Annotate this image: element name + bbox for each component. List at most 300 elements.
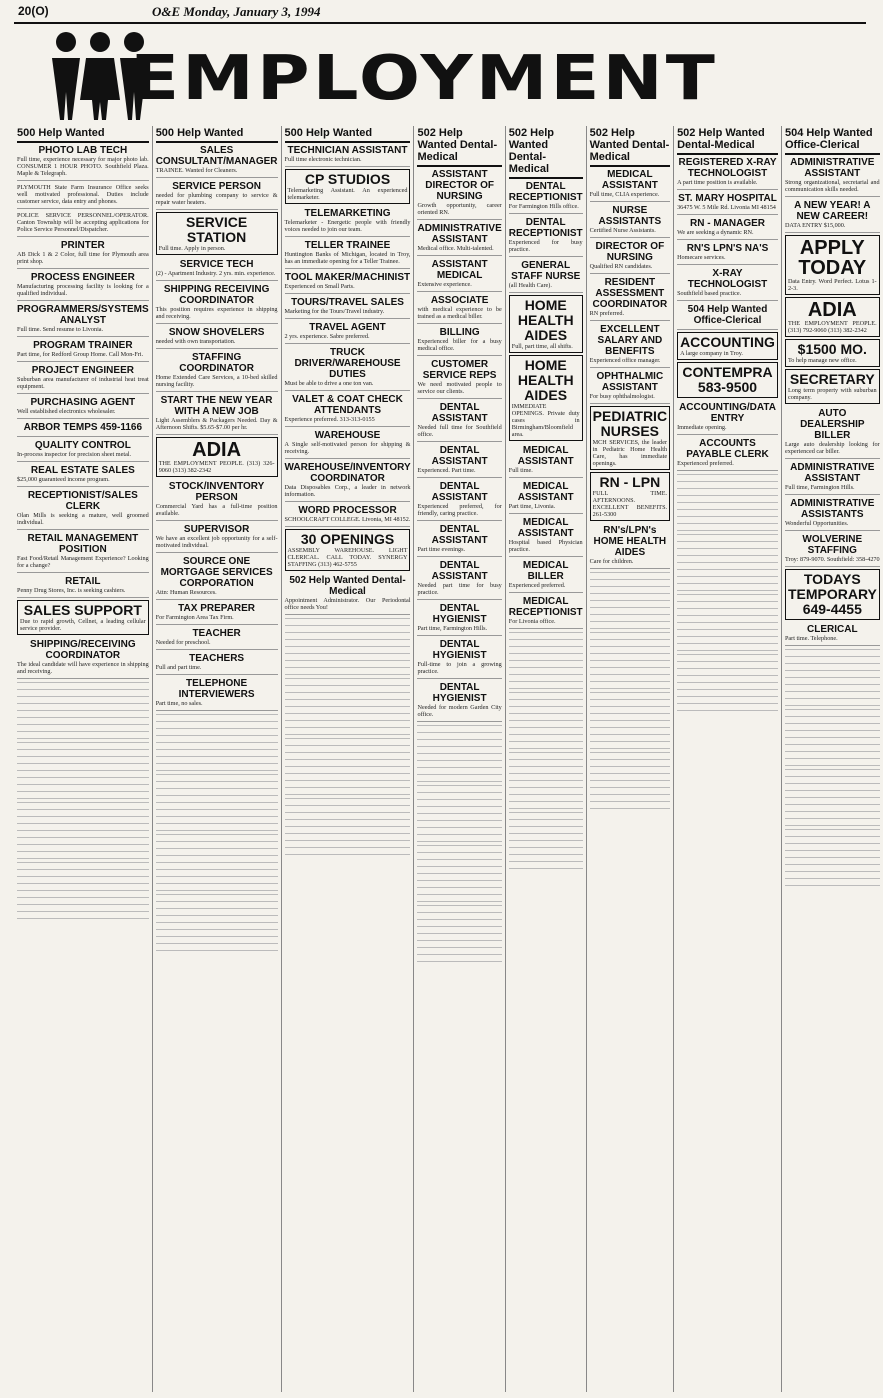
ad-headline: SERVICE STATION xyxy=(186,214,248,245)
fine-print-filler xyxy=(509,690,583,750)
ad-body: This position requires experience in shipping and receiving. xyxy=(155,306,278,320)
ad-headline: WOLVERINE STAFFING xyxy=(802,534,863,556)
ad-body: Long term property with suburban company. xyxy=(787,387,877,401)
ad-headline: STAFFING COORDINATOR xyxy=(179,352,254,374)
ad-headline: 502 Help Wanted Dental-Medical xyxy=(289,575,406,597)
ad-body: $25,000 guaranteed income program. xyxy=(17,476,110,483)
classified-ad xyxy=(156,676,278,711)
ad-headline: MEDICAL ASSISTANT xyxy=(601,169,658,191)
ad-headline: NURSE ASSISTANTS xyxy=(598,205,662,227)
ad-headline: RN - MANAGER xyxy=(690,218,765,229)
fine-print-filler xyxy=(17,860,149,920)
ad-body: Attn: Human Resources. xyxy=(155,589,217,596)
ad-body: We are seeking a dynamic RN. xyxy=(677,229,754,236)
classified-ad xyxy=(677,216,778,240)
section-title: EMPLOYMENT xyxy=(130,42,718,114)
classified-ad xyxy=(590,472,670,521)
ad-body: Full time, Farmington Hills. xyxy=(784,484,855,491)
fine-print-filler xyxy=(156,712,278,772)
classified-ad xyxy=(590,369,670,404)
fine-print-filler xyxy=(785,767,880,827)
ad-body: Full-time to join a growing practice. xyxy=(417,661,502,675)
classified-ad xyxy=(156,143,278,178)
ad-headline: SERVICE PERSON xyxy=(172,181,261,192)
classified-ad xyxy=(156,325,278,349)
publication-dateline: O&E Monday, January 3, 1994 xyxy=(152,4,321,19)
classified-ad xyxy=(785,369,880,404)
classified-ad xyxy=(417,167,501,220)
ad-headline: 504 Help Wanted Office-Clerical xyxy=(687,304,768,326)
ad-headline: TOOL MAKER/MACHINIST xyxy=(284,272,411,283)
classified-ad xyxy=(17,363,149,394)
ad-body: Full time, CLIA experience. xyxy=(589,191,660,198)
classified-ad xyxy=(17,488,149,530)
ad-body: Experience preferred. 313-313-0155 xyxy=(284,416,375,423)
fine-print-filler xyxy=(785,707,880,767)
ad-body: 36475 W. 5 Mile Rd. Livonia MI 48154 xyxy=(677,204,776,211)
ad-body: THE EMPLOYMENT PEOPLE. (313) 326-9060 (313) 382-2342 xyxy=(158,460,275,474)
ad-headline: SUPERVISOR xyxy=(183,524,250,535)
classified-ad xyxy=(156,282,278,324)
classified-ad xyxy=(509,558,583,593)
ad-headline: WAREHOUSE/INVENTORY COORDINATOR xyxy=(284,462,411,484)
ad-body: IMMEDIATE OPENINGS. Private duty cases in Birmingham/Bloomfield area. xyxy=(511,403,580,438)
ad-headline: SHIPPING RECEIVING COORDINATOR xyxy=(163,284,270,306)
classified-column xyxy=(673,126,781,1392)
fine-print-filler xyxy=(17,740,149,800)
ad-headline: DENTAL ASSISTANT xyxy=(431,560,488,582)
ad-headline: ACCOUNTING xyxy=(680,334,775,350)
classified-ad xyxy=(156,393,278,435)
ad-body: Part time, no sales. xyxy=(155,700,203,707)
fine-print-filler xyxy=(17,800,149,860)
classified-ad xyxy=(509,179,583,214)
fine-print-filler xyxy=(590,630,670,690)
column-heading: 502 Help Wanted Dental-Medical xyxy=(509,126,583,179)
ad-body: 2 yrs. experience. Sabre preferred. xyxy=(284,333,370,340)
ad-headline: DENTAL ASSISTANT xyxy=(431,481,488,503)
ad-headline: STOCK/INVENTORY PERSON xyxy=(168,481,265,503)
ad-body: Experienced biller for a busy medical office. xyxy=(417,338,502,352)
ad-body: Troy: 879-9070. Southfield: 358-4270 xyxy=(784,556,880,563)
ad-body: Needed for modern Garden City office. xyxy=(417,704,502,718)
ad-body: POLICE SERVICE PERSONNEL/OPERATOR. Canton Township will be accepting applications for Police Service Personnel/Dispatcher. xyxy=(17,212,149,233)
ad-body: Part time, Livonia. xyxy=(508,503,556,510)
classified-ad xyxy=(17,210,149,237)
ad-body: Full time, experience necessary for major photo lab. CONSUMER 1 HOUR PHOTO. Southfield Plaza. Maple & Telegraph. xyxy=(17,156,149,177)
ad-headline: ADMINISTRATIVE ASSISTANT xyxy=(417,223,502,245)
fine-print-filler xyxy=(509,810,583,870)
ad-body: For Livonia office. xyxy=(508,618,556,625)
ad-body: Telemarketing Assistant. An experienced telemarketer. xyxy=(287,187,408,201)
ad-headline: TECHNICIAN ASSISTANT xyxy=(287,145,408,156)
ad-body: Southfield based practice. xyxy=(677,290,742,297)
ad-body: Full, part time, all shifts. xyxy=(511,343,573,350)
ad-body: A part time position is available. xyxy=(677,179,758,186)
classified-ad xyxy=(590,322,670,368)
classified-ad xyxy=(17,531,149,573)
column-heading: 500 Help Wanted xyxy=(285,126,411,143)
fine-print-filler xyxy=(156,892,278,952)
ad-headline: DENTAL HYGIENIST xyxy=(432,603,487,625)
fine-print-filler xyxy=(509,750,583,810)
ad-body: In-process inspector for precision sheet metal. xyxy=(17,451,132,458)
ad-body: MCH SERVICES, the leader in Pediatric Home Health Care, has immediate openings. xyxy=(592,439,668,467)
classified-ad xyxy=(285,573,411,615)
page-header xyxy=(14,2,866,24)
classified-ad xyxy=(417,221,501,256)
fine-print-filler xyxy=(417,903,501,963)
ad-body: Appointment Administrator. Our Periodontal office needs You! xyxy=(284,597,411,611)
ad-headline: ADMINISTRATIVE ASSISTANT xyxy=(790,462,875,484)
classified-ad xyxy=(677,332,778,360)
ad-body: Medical office. Multi-talented. xyxy=(417,245,494,252)
classified-ad xyxy=(156,212,278,255)
ad-headline: SNOW SHOVELERS xyxy=(168,327,265,338)
classified-ad xyxy=(285,295,411,319)
classified-ad xyxy=(785,339,880,367)
ad-body: For Farmington Hills office. xyxy=(508,203,579,210)
ad-body: (all Health Care). xyxy=(508,282,552,289)
classified-ad xyxy=(285,169,411,204)
fine-print-filler xyxy=(17,680,149,740)
ad-headline: PHOTO LAB TECH xyxy=(38,145,128,156)
ad-headline: TRAVEL AGENT xyxy=(309,322,386,333)
ad-body: ASSEMBLY WAREHOUSE. LIGHT CLERICAL. CALL TODAY. SYNERGY STAFFING (313) 462-5755 xyxy=(287,547,408,568)
classified-column xyxy=(413,126,504,1392)
classified-ad xyxy=(509,515,583,557)
classified-ad xyxy=(156,626,278,650)
classified-ad xyxy=(509,479,583,514)
ad-headline: RETAIL MANAGEMENT POSITION xyxy=(27,533,139,555)
classified-ad xyxy=(590,203,670,238)
classified-ad xyxy=(590,523,670,569)
ad-body: Commercial Yard has a full-time position available. xyxy=(155,503,278,517)
ad-headline: SHIPPING/RECEIVING COORDINATOR xyxy=(30,639,136,661)
classified-ad xyxy=(417,479,501,521)
ad-body: Full time. Send resume to Livonia. xyxy=(17,326,104,333)
classified-ad xyxy=(677,266,778,301)
classified-ad xyxy=(17,143,149,181)
ad-body: Immediate opening. xyxy=(677,424,727,431)
ad-headline: REAL ESTATE SALES xyxy=(30,465,135,476)
ad-headline: MEDICAL ASSISTANT xyxy=(517,517,574,539)
classified-ad xyxy=(785,622,880,646)
ad-body: For Farmington Area Tax Firm. xyxy=(155,614,234,621)
classified-ad xyxy=(417,257,501,292)
ad-headline: VALET & COAT CHECK ATTENDANTS xyxy=(292,394,403,416)
fine-print-filler xyxy=(156,832,278,892)
ad-headline: MEDICAL ASSISTANT xyxy=(517,445,574,467)
ad-headline: RETAIL xyxy=(65,576,101,587)
ad-body: Suburban area manufacturer of industrial heat treat equipment. xyxy=(17,376,149,390)
ad-body: Strong organizational, secretarial and communication skills needed. xyxy=(784,179,880,193)
ad-body: Hospital based Physician practice. xyxy=(508,539,583,553)
classified-ad xyxy=(17,637,149,679)
ad-body: Experienced preferred, for friendly, caring practice. xyxy=(417,503,502,517)
classified-ad xyxy=(17,338,149,362)
ad-headline: RN - LPN xyxy=(599,474,661,490)
ad-headline: TELLER TRAINEE xyxy=(304,240,391,251)
ad-body: Part time, Farmington Hills. xyxy=(417,625,488,632)
classified-ad xyxy=(509,355,583,441)
ad-body: Experienced preferred. xyxy=(677,460,734,467)
classified-ad xyxy=(417,522,501,557)
classified-ad xyxy=(156,350,278,392)
ad-body: Care for children. xyxy=(589,558,634,565)
classified-ad xyxy=(509,295,583,353)
classified-ad xyxy=(17,395,149,419)
ad-headline: PRINTER xyxy=(60,240,105,251)
classified-ad xyxy=(285,503,411,527)
classified-ad xyxy=(590,167,670,202)
ad-headline: RN'S LPN'S NA'S xyxy=(686,243,769,254)
classified-ad xyxy=(785,569,880,620)
ad-headline: DIRECTOR OF NURSING xyxy=(595,241,665,263)
classified-ad xyxy=(156,179,278,210)
ad-body: Telemarketer - Energetic people with friendly voices needed to join our team. xyxy=(284,219,411,233)
ad-body: Needed part time for busy practice. xyxy=(417,582,502,596)
classified-ad xyxy=(156,257,278,281)
ad-body: Full time. xyxy=(508,467,533,474)
classified-ad xyxy=(417,357,501,399)
classified-column xyxy=(152,126,281,1392)
ad-body: Homecare services. xyxy=(677,254,726,261)
ad-headline: TODAYS TEMPORARY 649-4455 xyxy=(787,571,877,617)
ad-body: Needed full time for Southfield office. xyxy=(417,424,502,438)
ad-headline: ADIA xyxy=(807,299,857,321)
ad-body: Must be able to drive a one ton van. xyxy=(284,380,374,387)
ad-headline: ASSISTANT MEDICAL xyxy=(431,259,488,281)
fine-print-filler xyxy=(285,796,411,856)
ad-body: Olan Mills is seeking a mature, well groomed individual. xyxy=(17,512,149,526)
ad-body: We have an excellent job opportunity for a self-motivated individual. xyxy=(155,535,278,549)
ad-headline: DENTAL RECEPTIONIST xyxy=(508,217,583,239)
ad-headline: DENTAL HYGIENIST xyxy=(432,682,487,704)
ad-headline: ARBOR TEMPS 459-1166 xyxy=(23,422,143,433)
fine-print-filler xyxy=(417,723,501,783)
classified-ad xyxy=(17,420,149,437)
ad-headline: 30 OPENINGS xyxy=(300,531,395,547)
ad-body: Penny Drug Stores, Inc. is seeking cashiers. xyxy=(17,587,126,594)
classified-ad xyxy=(417,601,501,636)
classified-ad xyxy=(285,238,411,269)
classified-ad xyxy=(785,532,880,567)
page-number: 20(O) xyxy=(18,4,49,18)
ad-headline: RECEPTIONIST/SALES CLERK xyxy=(27,490,138,512)
ad-body: Wonderful Opportunities. xyxy=(784,520,849,527)
ad-headline: ST. MARY HOSPITAL xyxy=(678,193,777,204)
ad-body: A Single self-motivated person for shipping & receiving. xyxy=(284,441,411,455)
classified-ad xyxy=(677,302,778,330)
fine-print-filler xyxy=(285,616,411,676)
ad-headline: RN's/LPN's HOME HEALTH AIDES xyxy=(593,525,667,558)
classified-ad xyxy=(285,460,411,502)
classified-ad xyxy=(417,325,501,356)
classified-ad xyxy=(417,443,501,478)
classified-ad xyxy=(156,479,278,521)
ad-body: Certified Nurse Assistants. xyxy=(589,227,656,234)
fine-print-filler xyxy=(417,783,501,843)
ad-headline: ASSOCIATE xyxy=(430,295,489,306)
classified-ad xyxy=(156,601,278,625)
classified-ad xyxy=(590,406,670,470)
classified-ad xyxy=(677,362,778,398)
ad-headline: ACCOUNTING/DATA ENTRY xyxy=(679,402,776,424)
ad-body: Qualified RN candidates. xyxy=(589,263,653,270)
ad-body: TRAINEE. Wanted for Cleaners. xyxy=(155,167,238,174)
classified-ad xyxy=(590,239,670,274)
classified-ad xyxy=(785,297,880,337)
ad-body: with medical experience to be trained as a medical biller. xyxy=(417,306,502,320)
ad-body: Fast Food/Retail Management Experience? Looking for a change? xyxy=(17,555,149,569)
ad-headline: APPLY TODAY xyxy=(798,237,867,279)
ad-body: needed for plumbing company to service & repair water heaters. xyxy=(155,192,278,206)
classified-ad xyxy=(285,206,411,237)
fine-print-filler xyxy=(156,772,278,832)
ad-headline: TELEPHONE INTERVIEWERS xyxy=(178,678,255,700)
classified-ad xyxy=(509,594,583,629)
ad-headline: CUSTOMER SERVICE REPS xyxy=(422,359,497,381)
classified-ad xyxy=(417,400,501,442)
ad-body: DATA ENTRY $15,000. xyxy=(784,222,846,229)
ad-body: The ideal candidate will have experience in shipping and receiving. xyxy=(17,661,149,675)
classified-ad xyxy=(785,406,880,459)
classified-ad xyxy=(156,437,278,477)
ad-headline: MEDICAL RECEPTIONIST xyxy=(508,596,583,618)
ad-headline: PURCHASING AGENT xyxy=(30,397,136,408)
column-heading: 502 Help Wanted Dental-Medical xyxy=(677,126,778,155)
ad-headline: TEACHER xyxy=(192,628,241,639)
classified-ad xyxy=(17,302,149,337)
fine-print-filler xyxy=(590,690,670,750)
ad-headline: CONTEMPRA 583-9500 xyxy=(682,364,773,395)
ad-headline: DENTAL RECEPTIONIST xyxy=(508,181,583,203)
ad-body: Full time electronic technician. xyxy=(284,156,362,163)
column-heading: 500 Help Wanted xyxy=(17,126,149,143)
ad-body: Data Entry. Word Perfect. Lotus 1-2-3. xyxy=(787,278,877,292)
ad-headline: PROGRAM TRAINER xyxy=(33,340,133,351)
ad-headline: PROCESS ENGINEER xyxy=(30,272,135,283)
ad-headline: PROGRAMMERS/SYSTEMS ANALYST xyxy=(17,304,149,326)
ad-body: Full and part time. xyxy=(155,664,202,671)
classified-ad xyxy=(785,155,880,197)
fine-print-filler xyxy=(677,532,778,592)
ad-headline: BILLING xyxy=(439,327,480,338)
ad-headline: RESIDENT ASSESSMENT COORDINATOR xyxy=(592,277,668,310)
ad-body: Full time. Apply in person. xyxy=(158,245,226,252)
ad-body: (2) - Apartment Industry. 2 yrs. min. experience. xyxy=(155,270,276,277)
ad-body: Part time. Telephone. xyxy=(784,635,838,642)
classified-column xyxy=(505,126,586,1392)
classified-ad xyxy=(677,155,778,190)
classified-ad xyxy=(285,143,411,167)
ad-headline: GENERAL STAFF NURSE xyxy=(511,260,581,282)
classified-ad xyxy=(509,215,583,257)
classified-ad xyxy=(590,275,670,321)
ad-headline: HOME HEALTH AIDES xyxy=(517,357,574,403)
classified-column xyxy=(14,126,152,1392)
ad-headline: PROJECT ENGINEER xyxy=(31,365,134,376)
ad-headline: CP STUDIOS xyxy=(304,171,391,187)
fine-print-filler xyxy=(785,647,880,707)
ad-headline: AUTO DEALERSHIP BILLER xyxy=(800,408,865,441)
column-heading: 502 Help Wanted Dental-Medical xyxy=(590,126,670,167)
ad-body: Part time, for Redford Group Home. Call Mon-Fri. xyxy=(17,351,144,358)
fine-print-filler xyxy=(677,592,778,652)
classified-ad xyxy=(285,345,411,391)
classified-ad xyxy=(677,436,778,471)
fine-print-filler xyxy=(677,472,778,532)
ad-headline: QUALITY CONTROL xyxy=(34,440,131,451)
classified-ad xyxy=(285,270,411,294)
ad-headline: EXCELLENT SALARY AND BENEFITS xyxy=(597,324,663,357)
ad-body: RN preferred. xyxy=(589,310,624,317)
classified-ad xyxy=(509,443,583,478)
ad-headline: START THE NEW YEAR WITH A NEW JOB xyxy=(160,395,273,417)
classified-ad xyxy=(285,428,411,459)
ad-headline: A NEW YEAR! A NEW CAREER! xyxy=(794,200,871,222)
classified-ad xyxy=(417,637,501,679)
classified-ad xyxy=(417,293,501,324)
ad-headline: ASSISTANT DIRECTOR OF NURSING xyxy=(425,169,494,202)
fine-print-filler xyxy=(677,652,778,712)
ad-body: Home Extended Care Services, a 10-bed skilled nursing facility. xyxy=(155,374,278,388)
ad-body: needed with own transportation. xyxy=(155,338,236,345)
ad-body: Part time evenings. xyxy=(417,546,466,553)
ad-headline: MEDICAL ASSISTANT xyxy=(517,481,574,503)
ad-body: We need motivated people to service our clients. xyxy=(417,381,502,395)
classified-column xyxy=(781,126,883,1392)
ad-headline: WORD PROCESSOR xyxy=(298,505,397,516)
ad-headline: ADMINISTRATIVE ASSISTANTS xyxy=(790,498,875,520)
ad-headline: SALES SUPPORT xyxy=(23,602,142,618)
fine-print-filler xyxy=(590,570,670,630)
ad-headline: SALES CONSULTANT/MANAGER xyxy=(155,145,278,167)
ad-headline: OPHTHALMIC ASSISTANT xyxy=(596,371,664,393)
ad-body: Experienced on Small Parts. xyxy=(284,283,355,290)
fine-print-filler xyxy=(285,676,411,736)
classified-ad xyxy=(156,651,278,675)
classified-ad xyxy=(509,258,583,293)
ad-headline: $1500 MO. xyxy=(797,341,867,357)
ad-headline: REGISTERED X-RAY TECHNOLOGIST xyxy=(678,157,777,179)
ad-body: Marketing for the Tours/Travel industry. xyxy=(284,308,385,315)
ad-headline: SERVICE TECH xyxy=(179,259,254,270)
ad-headline: SOURCE ONE MORTGAGE SERVICES CORPORATION xyxy=(160,556,273,589)
ad-headline: X-RAY TECHNOLOGIST xyxy=(687,268,768,290)
ad-headline: TELEMARKETING xyxy=(304,208,391,219)
ad-body: Experienced. Part time. xyxy=(417,467,476,474)
ad-headline: ADIA xyxy=(192,439,242,461)
ad-headline: DENTAL ASSISTANT xyxy=(431,402,488,424)
classified-ad xyxy=(156,554,278,600)
classified-column xyxy=(281,126,414,1392)
ad-body: THE EMPLOYMENT PEOPLE. (313) 792-9060 (313) 382-2342 xyxy=(787,320,877,334)
ad-body: Huntington Banks of Michigan, located in Troy, has an immediate opening for a Teller Trainee. xyxy=(284,251,411,265)
ad-headline: PEDIATRIC NURSES xyxy=(592,408,668,439)
ad-body: A large company in Troy. xyxy=(680,350,743,357)
ad-body: PLYMOUTH State Farm Insurance Office seeks well motivated professional. Duties include customer service, data entry and phones. xyxy=(17,184,149,205)
ad-headline: WAREHOUSE xyxy=(314,430,381,441)
ad-body: To help manage new office. xyxy=(787,357,857,364)
classified-ad xyxy=(785,460,880,495)
column-heading: 502 Help Wanted Dental-Medical xyxy=(417,126,501,167)
ad-headline: ACCOUNTS PAYABLE CLERK xyxy=(686,438,769,460)
fine-print-filler xyxy=(590,750,670,810)
classified-ad xyxy=(417,558,501,600)
ad-body: Experienced for busy practice. xyxy=(508,239,583,253)
